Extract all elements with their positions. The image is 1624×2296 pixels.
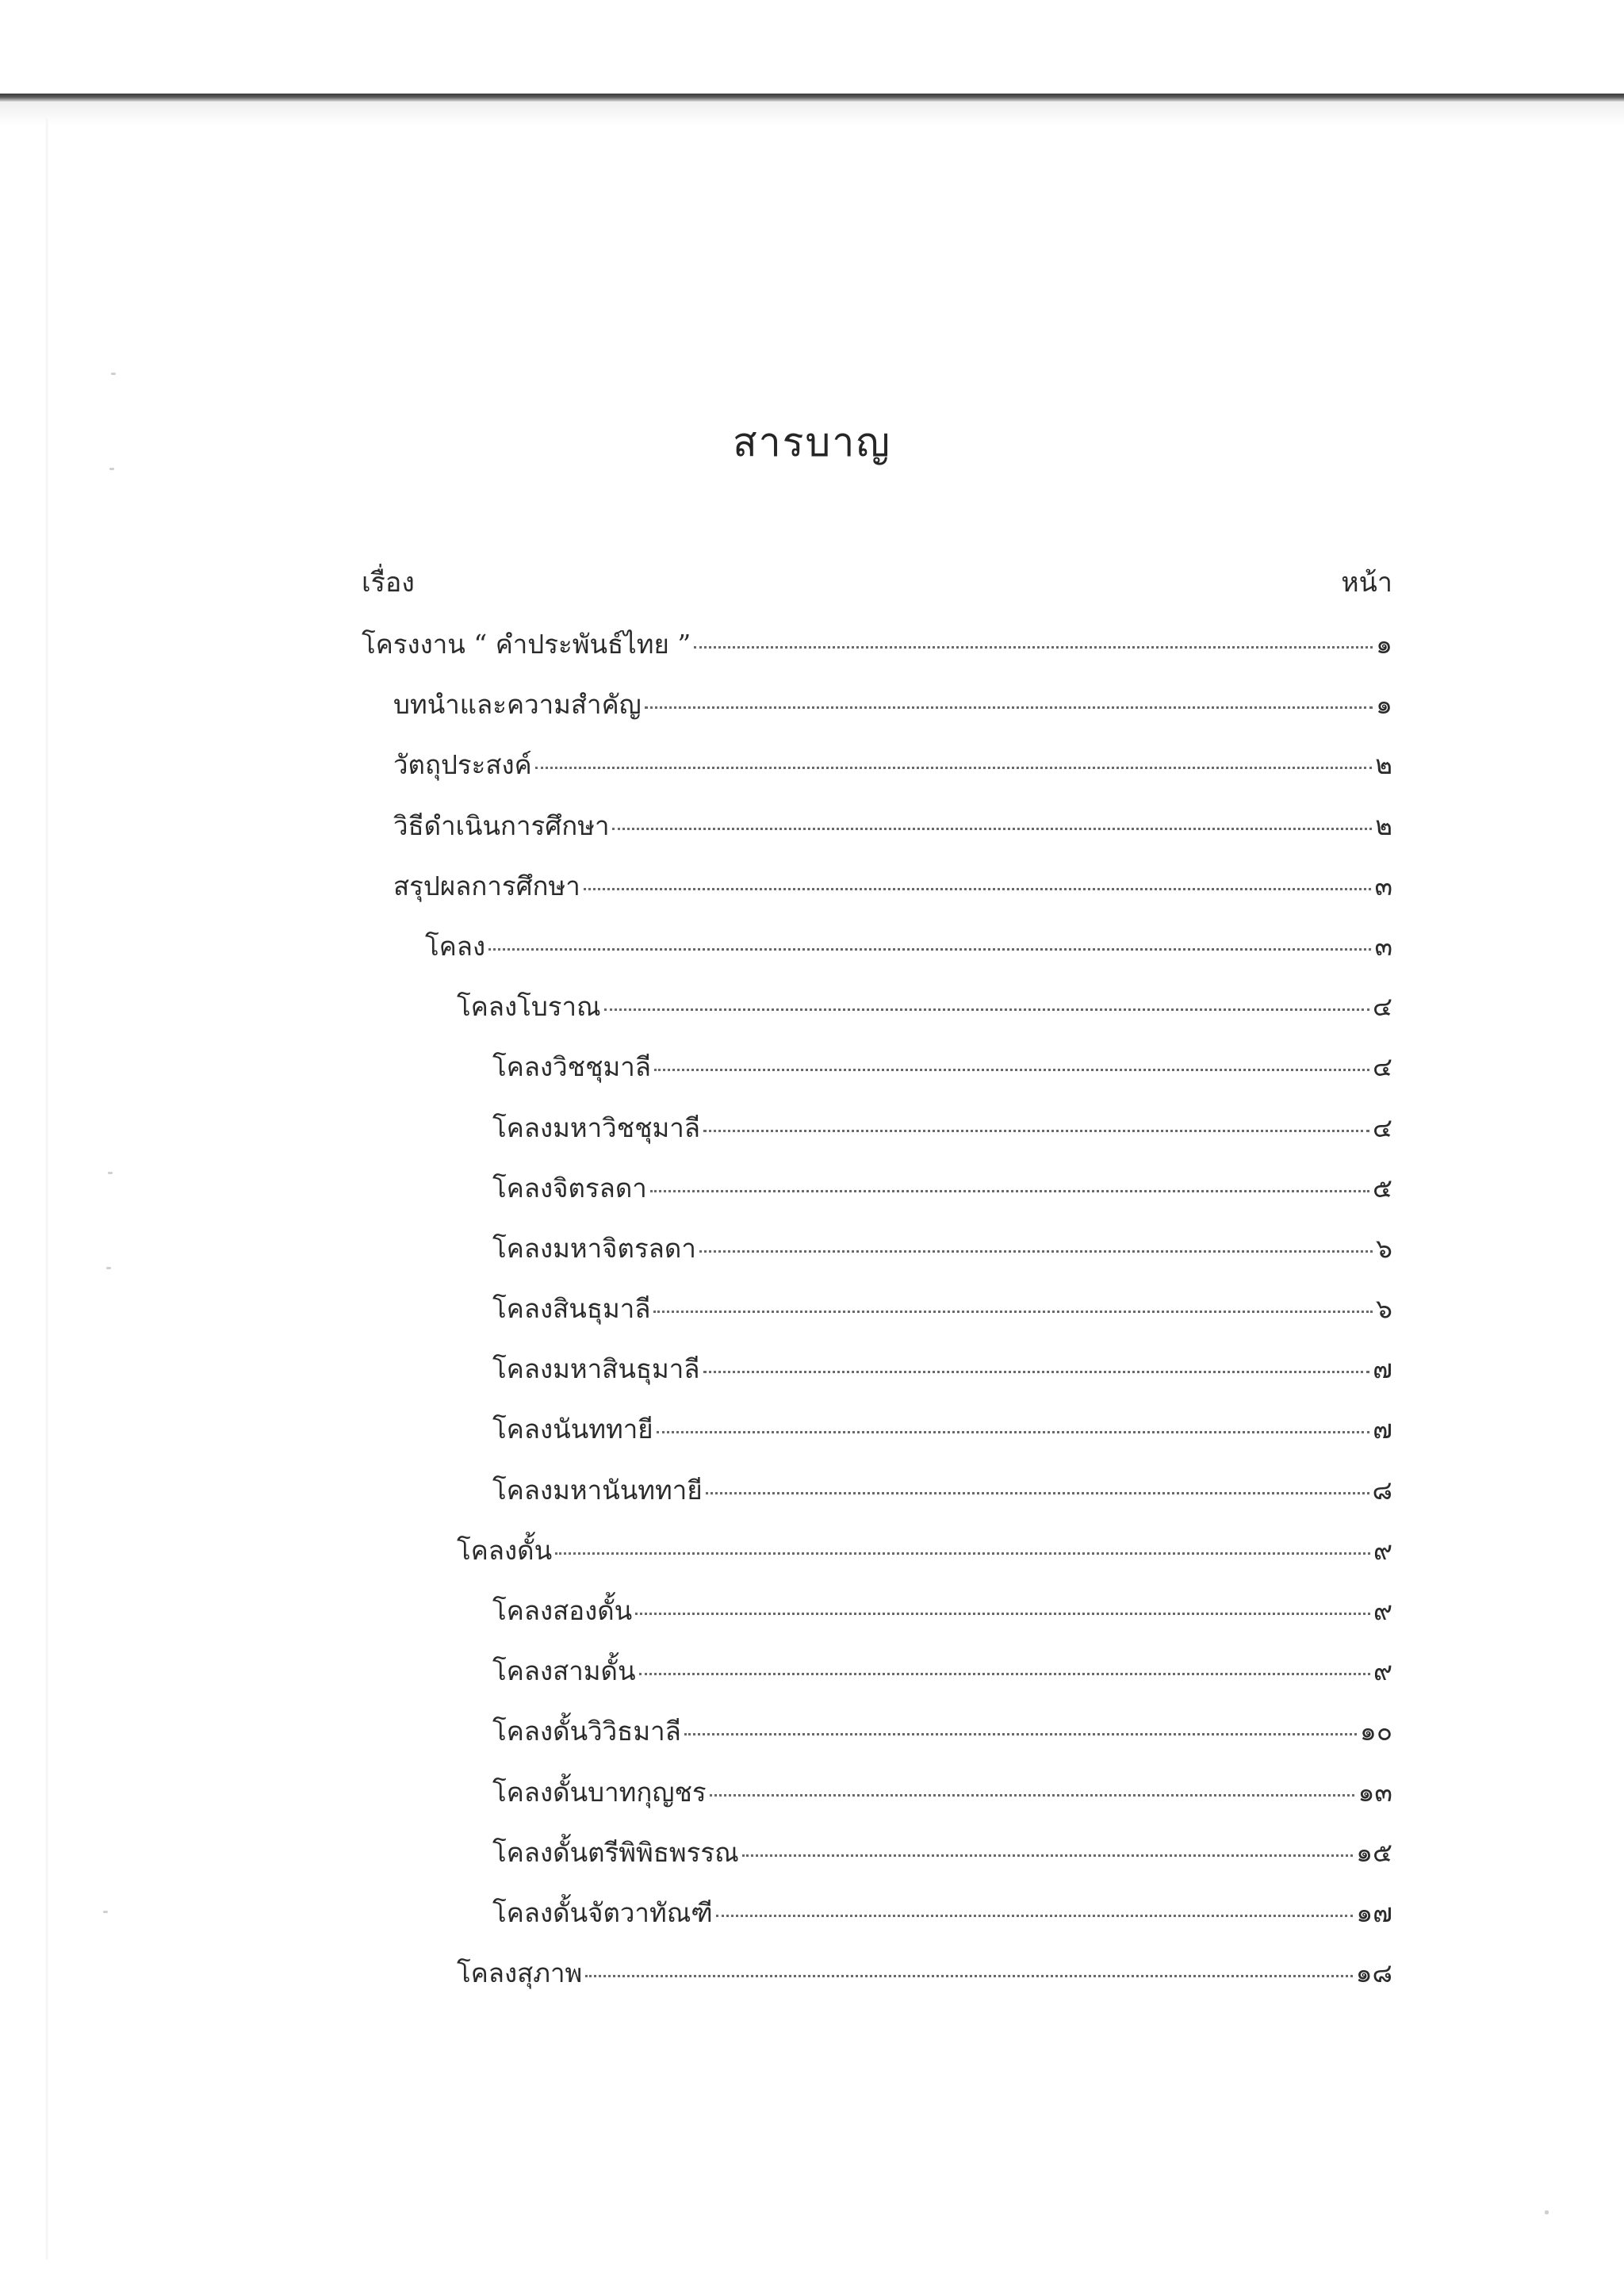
toc-entry — [362, 685, 1392, 745]
toc-entry-page-number: ๑ — [1376, 629, 1392, 660]
dot-leader — [555, 1552, 1370, 1555]
toc-entry-page-number: ๙ — [1373, 1655, 1392, 1687]
toc-header-row — [362, 563, 1392, 603]
toc-entry-label: โคลงดั้นจัตวาทัณฑี — [492, 1896, 713, 1928]
toc-entry-page-number: ๑ — [1376, 689, 1392, 721]
dot-leader — [488, 948, 1371, 951]
toc-entry-label: โคลงมหาจิตรลดา — [492, 1232, 696, 1264]
toc-entry-page-number: ๑๗ — [1356, 1896, 1392, 1928]
toc-entry-page-number: ๖ — [1376, 1232, 1392, 1264]
toc-entry — [362, 745, 1392, 806]
toc-entry-label: โคลงสองดั้น — [492, 1595, 633, 1626]
toc-entry-label: โคลงนันททายี — [492, 1414, 653, 1445]
toc-entry — [362, 867, 1392, 927]
toc-entry-label: โคลง — [425, 930, 486, 962]
toc-entry-label: โคลงมหานันททายี — [492, 1474, 703, 1506]
toc-entry-label: โครงงาน “ คำประพันธ์ไทย ” — [362, 629, 691, 660]
toc-entry — [362, 1289, 1392, 1349]
dot-leader — [699, 1250, 1373, 1253]
toc-entry — [362, 1954, 1392, 2014]
toc-entry-label: วัตถุประสงค์ — [393, 749, 532, 781]
page-title: สารบาญ — [733, 419, 891, 465]
toc-entry-label: โคลงสามดั้น — [492, 1655, 636, 1687]
toc-entry-label: โคลงดั้นวิวิธมาลี — [492, 1716, 681, 1747]
toc-entry-page-number: ๒ — [1375, 749, 1392, 781]
dot-leader — [535, 767, 1373, 769]
toc-entry-page-number: ๑๕ — [1356, 1836, 1392, 1868]
toc-entry-label: โคลงดั้น — [457, 1534, 553, 1566]
scan-speck — [106, 1267, 111, 1269]
dot-leader — [703, 1130, 1369, 1132]
toc-entry-label: โคลงมหาสินธุมาลี — [492, 1353, 700, 1385]
toc-entry — [362, 806, 1392, 867]
dot-leader — [742, 1854, 1353, 1857]
toc-entry — [362, 987, 1392, 1047]
dot-leader — [657, 1431, 1370, 1433]
toc-entry — [362, 1471, 1392, 1531]
toc-entry-label: โคลงวิชชุมาลี — [492, 1051, 651, 1083]
dot-leader — [653, 1311, 1373, 1313]
dot-leader — [716, 1915, 1354, 1917]
toc-entry-label: โคลงโบราณ — [457, 991, 601, 1023]
toc-entry-label: วิธีดำเนินการศึกษา — [393, 809, 610, 841]
toc-entry — [362, 1229, 1392, 1289]
toc-entry — [362, 1712, 1392, 1772]
dot-leader — [684, 1733, 1357, 1735]
toc-entry — [362, 1531, 1392, 1591]
scan-speck — [108, 1172, 113, 1174]
toc-entry-page-number: ๑๓ — [1358, 1776, 1392, 1808]
table-of-contents — [362, 625, 1392, 2014]
dot-leader — [604, 1008, 1369, 1011]
dot-leader — [645, 706, 1373, 709]
toc-entry-page-number: ๘ — [1372, 1474, 1392, 1506]
toc-entry-page-number: ๔ — [1373, 1112, 1392, 1143]
scan-top-edge — [0, 94, 1624, 101]
toc-entry-page-number: ๑๘ — [1355, 1957, 1392, 1989]
toc-entry — [362, 1893, 1392, 1954]
toc-entry-page-number: ๕ — [1373, 1172, 1392, 1203]
dot-leader — [694, 646, 1373, 649]
toc-entry-label: โคลงดั้นตรีพิพิธพรรณ — [492, 1836, 739, 1868]
toc-entry-page-number: ๓ — [1374, 930, 1392, 962]
toc-entry — [362, 1349, 1392, 1410]
dot-leader — [703, 1371, 1370, 1373]
toc-entry-page-number: ๗ — [1373, 1353, 1392, 1385]
scan-top-shadow — [0, 101, 1624, 125]
toc-entry — [362, 1108, 1392, 1169]
toc-entry-label: บทนำและความสำคัญ — [393, 689, 642, 721]
toc-entry-label: โคลงจิตรลดา — [492, 1172, 647, 1203]
toc-entry-page-number: ๑๐ — [1359, 1716, 1392, 1747]
toc-entry-label: โคลงสินธุมาลี — [492, 1293, 651, 1325]
toc-entry-page-number: ๒ — [1375, 809, 1392, 841]
toc-entry — [362, 625, 1392, 685]
toc-entry-label: โคลงมหาวิชชุมาลี — [492, 1112, 701, 1143]
scan-speck — [109, 468, 114, 470]
toc-entry — [362, 1169, 1392, 1229]
toc-entry-page-number: ๙ — [1373, 1595, 1392, 1626]
toc-entry-page-number: ๔ — [1373, 1051, 1392, 1083]
scan-speck — [1545, 2210, 1549, 2214]
scan-speck — [103, 1911, 108, 1913]
toc-entry-page-number: ๙ — [1373, 1534, 1392, 1566]
toc-entry-page-number: ๔ — [1373, 991, 1392, 1023]
toc-entry — [362, 1773, 1392, 1833]
dot-leader — [635, 1613, 1370, 1615]
dot-leader — [706, 1492, 1369, 1494]
toc-entry — [362, 927, 1392, 987]
toc-entry — [362, 1047, 1392, 1108]
toc-entry-page-number: ๖ — [1376, 1293, 1392, 1325]
toc-header-page: หน้า — [1341, 567, 1392, 599]
toc-entry — [362, 1591, 1392, 1651]
toc-entry-label: โคลงสุภาพ — [457, 1957, 583, 1989]
toc-entry-label: โคลงดั้นบาทกุญชร — [492, 1776, 707, 1808]
toc-entry-page-number: ๗ — [1373, 1414, 1392, 1445]
toc-header-topic: เรื่อง — [362, 567, 415, 599]
dot-leader — [585, 1975, 1352, 1977]
dot-leader — [650, 1190, 1369, 1192]
dot-leader — [584, 888, 1372, 890]
toc-entry — [362, 1410, 1392, 1470]
dot-leader — [654, 1069, 1369, 1071]
dot-leader — [710, 1794, 1355, 1797]
dot-leader — [639, 1673, 1370, 1675]
dot-leader — [612, 828, 1372, 830]
scan-speck — [111, 373, 116, 375]
toc-entry — [362, 1833, 1392, 1893]
toc-entry-page-number: ๓ — [1374, 870, 1392, 901]
toc-entry-label: สรุปผลการศึกษา — [393, 870, 580, 901]
toc-entry — [362, 1651, 1392, 1712]
